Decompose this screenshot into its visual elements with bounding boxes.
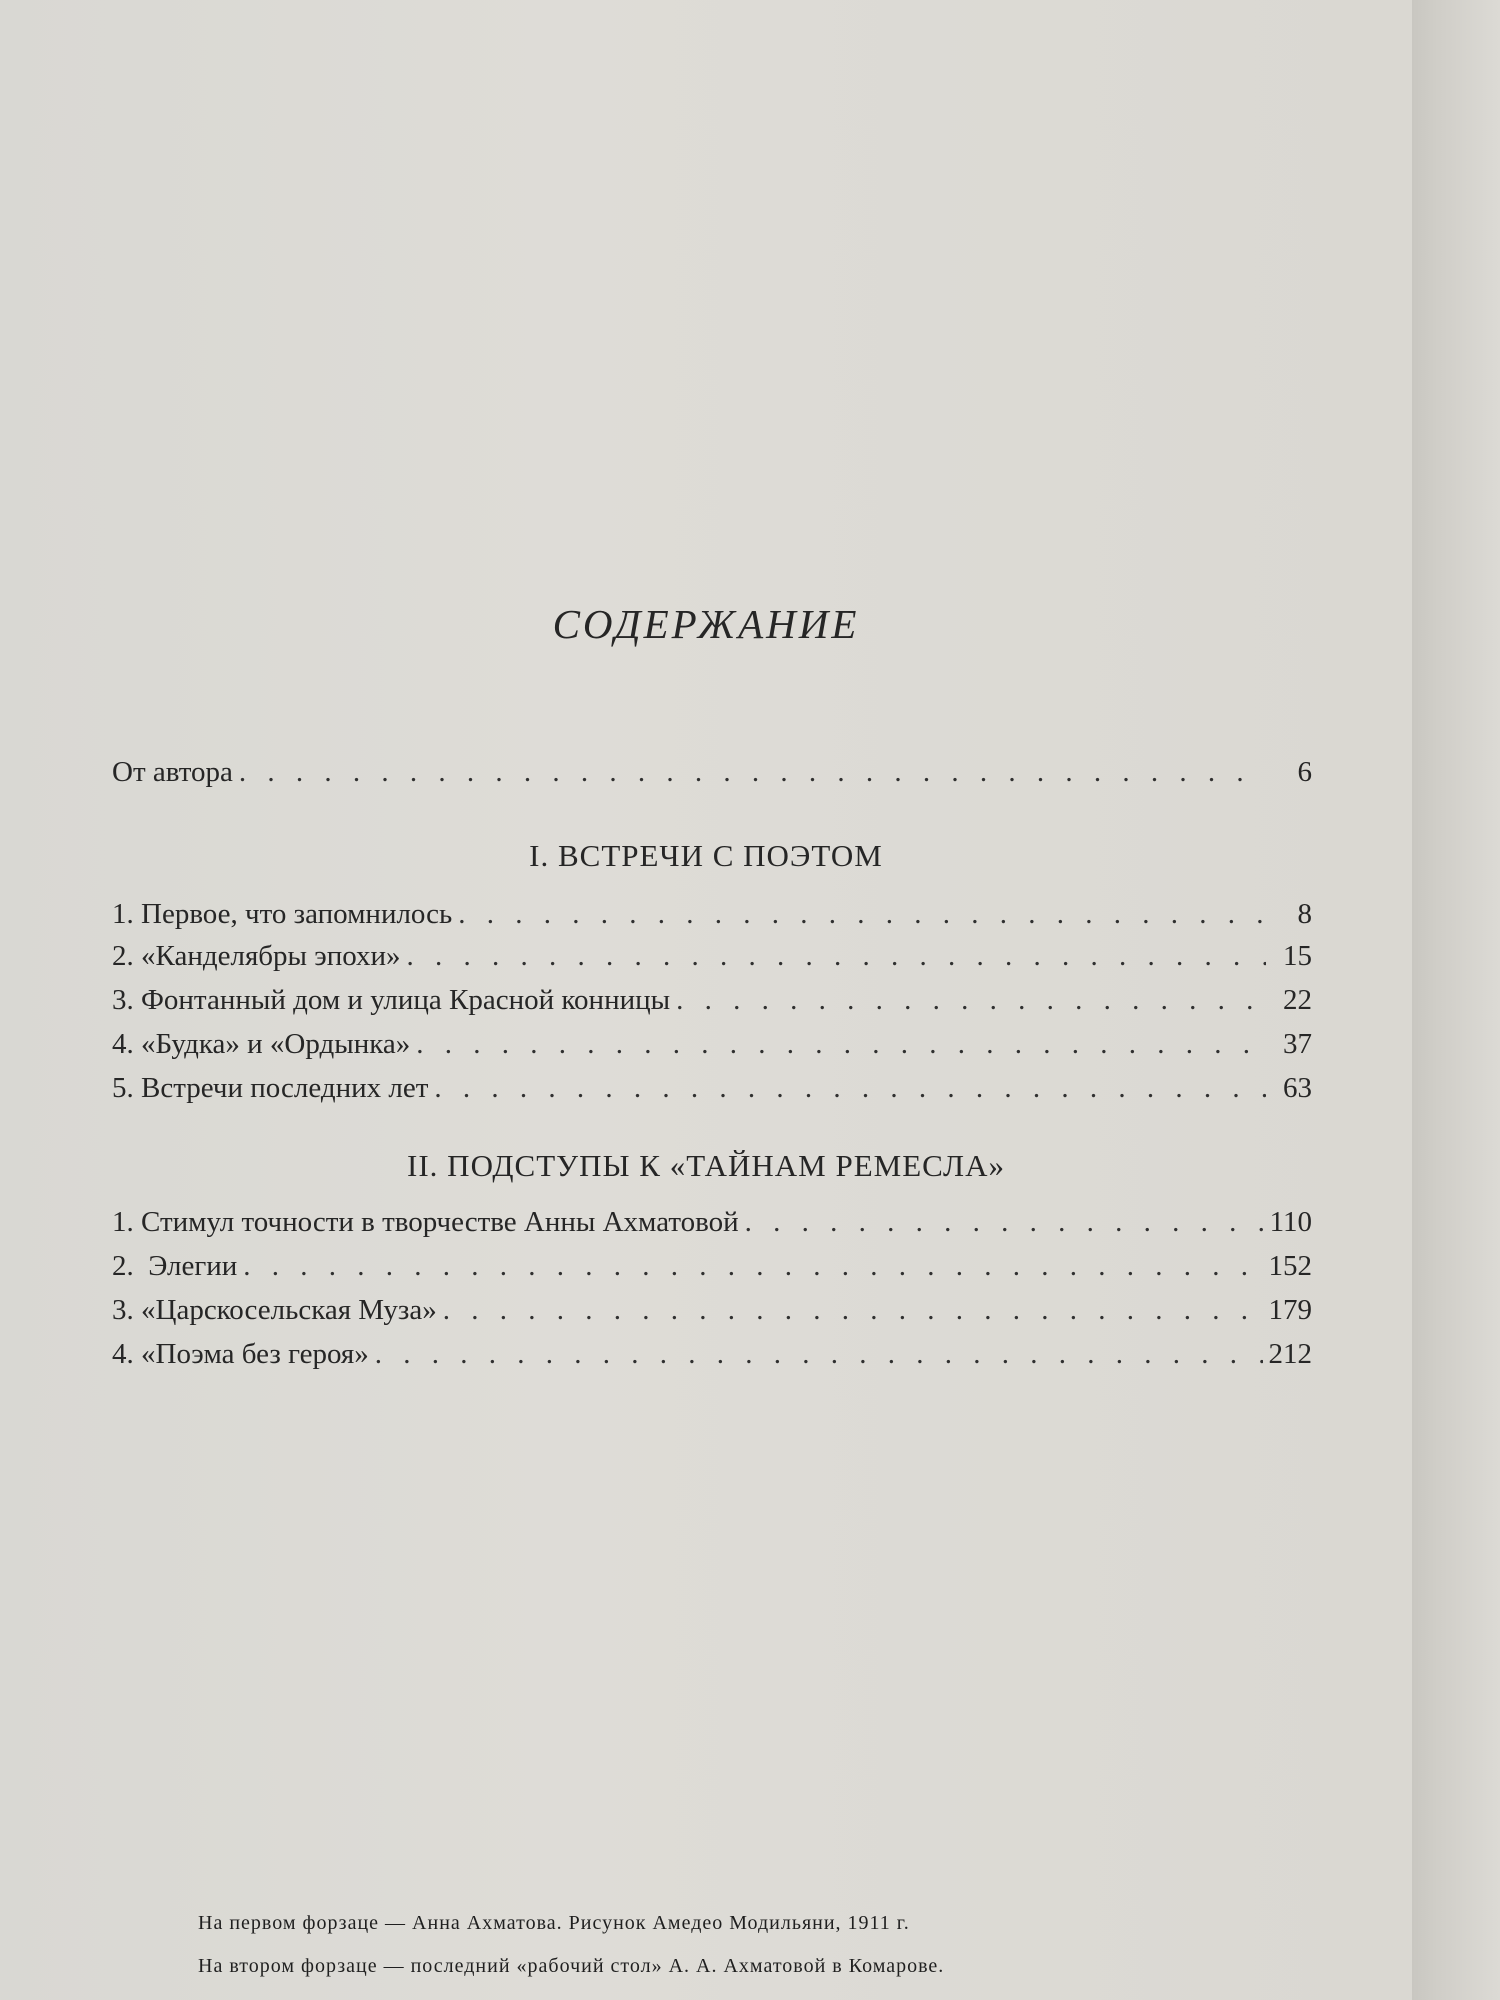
section-heading-1: I. ВСТРЕЧИ С ПОЭТОМ — [529, 838, 883, 873]
toc-entry-page: 6 — [1297, 756, 1312, 788]
contents-heading: СОДЕРЖАНИЕ — [552, 601, 860, 647]
toc-entry-page: 212 — [1268, 1338, 1312, 1370]
toc-entry-page: 179 — [1268, 1294, 1312, 1326]
toc-leader-dots — [416, 1028, 1266, 1061]
toc-entry — [112, 1338, 1312, 1378]
toc-entry-title: 4. «Будка» и «Ордынка» — [112, 1028, 411, 1060]
toc-entry — [112, 1028, 1312, 1068]
toc-entry-title: 2. Элегии — [112, 1250, 238, 1282]
toc-leader-dots — [375, 1338, 1263, 1371]
toc-entry-title: 2. «Канделябры эпохи» — [112, 940, 401, 972]
toc-leader-dots — [676, 984, 1266, 1017]
toc-leader-dots — [745, 1206, 1264, 1239]
toc-entry-title: 4. «Поэма без героя» — [112, 1338, 369, 1370]
toc-entry-title: 3. «Царскосельская Муза» — [112, 1294, 437, 1326]
toc-entry-page: 22 — [1283, 984, 1312, 1016]
toc-entry — [112, 1294, 1312, 1334]
toc-entry-page: 152 — [1268, 1250, 1312, 1282]
toc-entry-title: От автора — [112, 756, 233, 788]
toc-entry — [112, 984, 1312, 1024]
toc-leader-dots — [443, 1294, 1263, 1327]
toc-entry-title: 3. Фонтанный дом и улица Красной конницы — [112, 984, 671, 1016]
toc-entry-page: 110 — [1269, 1206, 1312, 1238]
toc-leader-dots — [239, 756, 1266, 789]
footnote-second-endpaper: На втором форзаце — последний «рабочий стол» А. А. Ахматовой в Комарове. — [198, 1955, 945, 1977]
toc-entry — [112, 1206, 1312, 1246]
toc-leader-dots — [407, 940, 1266, 973]
toc-entry-preface — [112, 756, 1312, 796]
toc-entry — [112, 1250, 1312, 1290]
toc-leader-dots — [243, 1250, 1262, 1283]
page-edge — [1412, 0, 1500, 2000]
toc-entry-page: 63 — [1283, 1072, 1312, 1104]
toc-entry — [112, 1072, 1312, 1112]
toc-entry — [112, 940, 1312, 980]
toc-entry-page: 37 — [1283, 1028, 1312, 1060]
toc-entry-title: 5. Встречи последних лет — [112, 1072, 429, 1104]
footnote-first-endpaper: На первом форзаце — Анна Ахматова. Рисунок Амедео Модильяни, 1911 г. — [198, 1912, 910, 1934]
toc-entry-page: 8 — [1297, 898, 1312, 930]
toc-entry-page: 15 — [1283, 940, 1312, 972]
toc-entry-title: 1. Первое, что запомнилось — [112, 898, 453, 930]
section-heading-2: II. ПОДСТУПЫ К «ТАЙНАМ РЕМЕСЛА» — [407, 1148, 1005, 1183]
toc-leader-dots — [434, 1072, 1266, 1105]
toc-leader-dots — [458, 898, 1266, 931]
toc-entry-title: 1. Стимул точности в творчестве Анны Ахматовой — [112, 1206, 739, 1238]
toc-entry — [112, 898, 1312, 938]
